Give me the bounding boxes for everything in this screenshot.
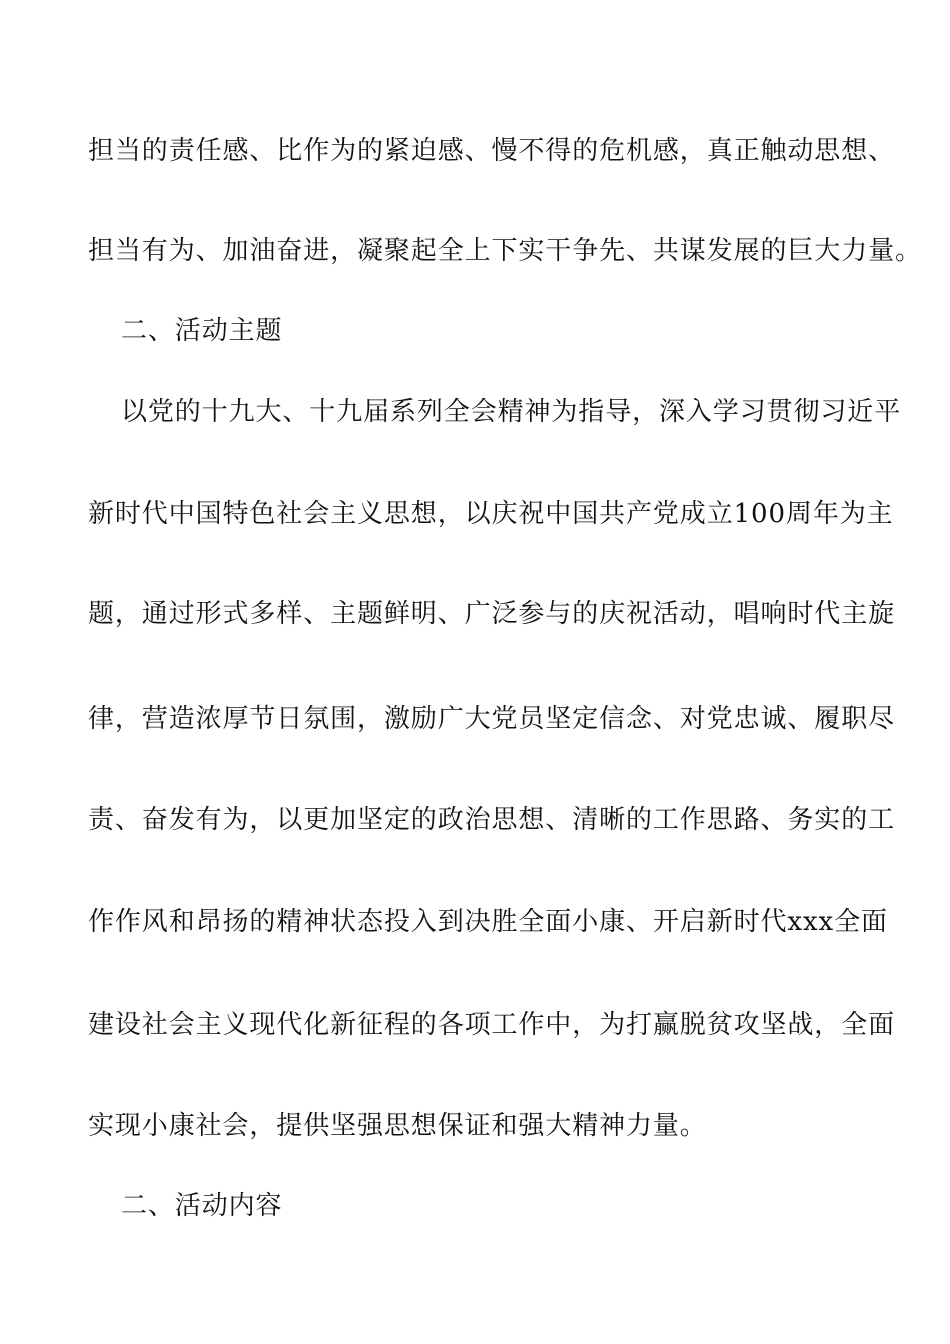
paragraph-line: 建设社会主义现代化新征程的各项工作中，为打赢脱贫攻坚战，全面	[88, 1010, 896, 1040]
paragraph-line: 实现小康社会，提供坚强思想保证和强大精神力量。	[88, 1111, 707, 1141]
paragraph-line: 责、奋发有为，以更加坚定的政治思想、清晰的工作思路、务实的工	[88, 805, 896, 835]
paragraph-line: 以党的十九大、十九届系列全会精神为指导，深入学习贯彻习近平	[121, 397, 902, 427]
paragraph-line: 担当的责任感、比作为的紧迫感、慢不得的危机感，真正触动思想、	[88, 136, 896, 166]
section-heading-theme: 二、活动主题	[121, 316, 283, 346]
paragraph-line: 作作风和昂扬的精神状态投入到决胜全面小康、开启新时代xxx全面	[88, 907, 888, 937]
paragraph-line: 担当有为、加油奋进，凝聚起全上下实干争先、共谋发展的巨大力量。	[88, 236, 922, 266]
paragraph-line: 新时代中国特色社会主义思想，以庆祝中国共产党成立100周年为主	[88, 499, 894, 529]
section-heading-content: 二、活动内容	[121, 1191, 283, 1221]
paragraph-line: 题，通过形式多样、主题鲜明、广泛参与的庆祝活动，唱响时代主旋	[88, 599, 896, 629]
paragraph-line: 律，营造浓厚节日氛围，激励广大党员坚定信念、对党忠诚、履职尽	[88, 704, 896, 734]
